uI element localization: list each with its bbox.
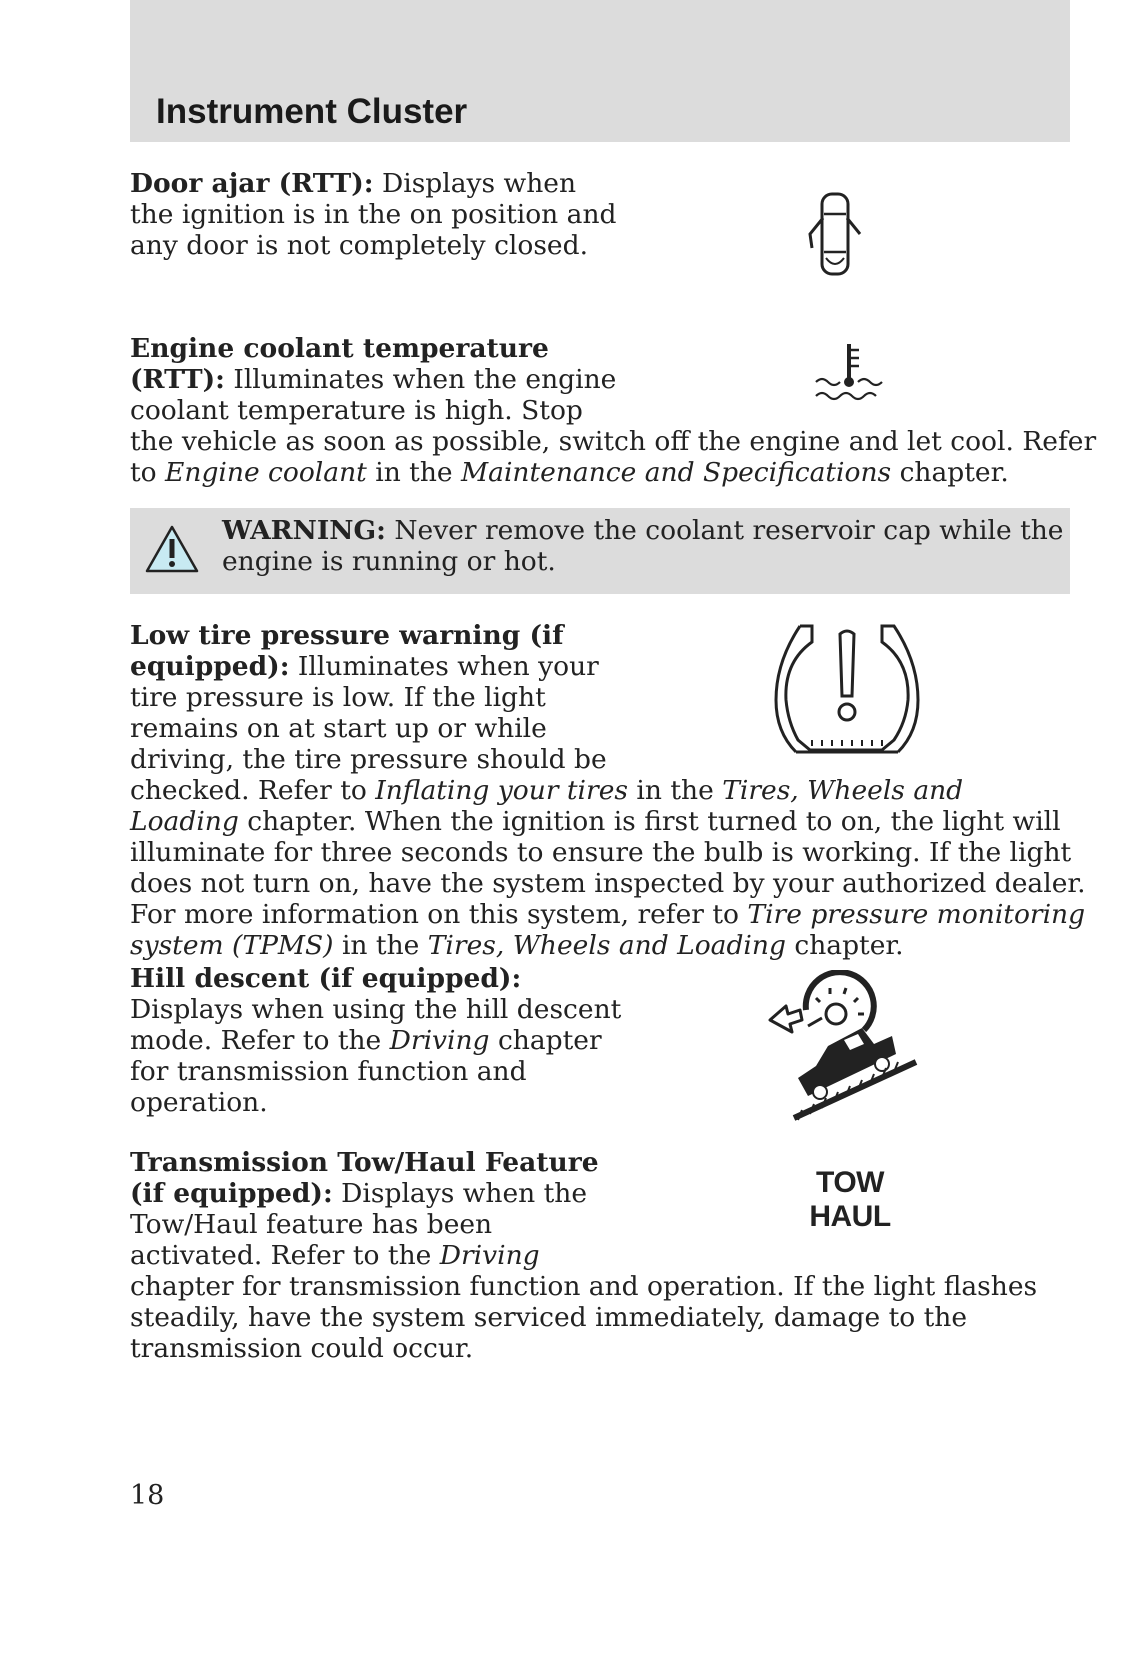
tire-line-8: illuminate for three seconds to ensure the bulb is working. If the light [130,837,1072,868]
tire-line-2 [130,651,599,682]
header-band [130,0,1070,142]
tow-label: TOW [816,1166,884,1199]
page-title: Instrument Cluster [156,92,468,131]
tow-heading [130,1147,599,1178]
tow-line-5: chapter for transmission function and operation. If the light flashes [130,1271,1038,1302]
tire-line-3: tire pressure is low. If the light [130,682,546,713]
coolant-line-2 [130,364,616,395]
warning-line-2: engine is running or hot. [222,546,556,577]
text-span: chapter. [891,457,1009,488]
text-span: Tire pressure monitoring [747,899,1086,930]
coolant-line-5 [130,457,1009,488]
text-span: chapter. [785,930,904,961]
hill-line-4: for transmission function and [130,1056,527,1087]
text-span: Engine coolant temperature [130,333,549,364]
text-span: Low tire pressure warning (if [130,620,564,651]
text-span: For more information on this system, refer to [130,899,748,930]
text-span: mode. Refer to the [130,1025,390,1056]
text-span: Illuminates when your [289,651,599,682]
door-ajar-line-3: any door is not completely closed. [130,230,589,261]
text-span: Illuminates when the engine [224,364,617,395]
hill-line-2: Displays when using the hill descent [130,994,622,1025]
text-span: to [130,457,166,488]
door-ajar-line-2: the ignition is in the on position and [130,199,617,230]
tire-heading-1 [130,620,564,651]
hill-descent-icon [766,970,926,1126]
coolant-temperature-icon [812,340,886,404]
tow-line-4 [130,1240,540,1271]
text-span: in the [627,775,723,806]
text-span: chapter. When the ignition is first turned to on, the light will [238,806,1061,837]
warning-line-1 [222,515,1063,546]
text-span: Maintenance and Specifications [461,457,892,488]
tow-line-3: Tow/Haul feature has been [130,1209,493,1240]
door-ajar-heading: Door ajar (RTT): [130,168,374,199]
tow-line-6: steadily, have the system serviced immediately, damage to the [130,1302,968,1333]
warning-text [222,515,1063,577]
hill-line-5: operation. [130,1087,268,1118]
tire-pressure-icon [772,622,922,756]
text-span: in the [333,930,428,961]
tire-line-4: remains on at start up or while [130,713,547,744]
text-span: Displays when the [332,1178,588,1209]
coolant-line-4: the vehicle as soon as possible, switch off the engine and let cool. Refer [130,426,1097,457]
text-span: Loading [130,806,239,837]
text-span: system (TPMS) [130,930,334,961]
text-span: Tires, Wheels and [722,775,964,806]
tire-line-6 [130,775,963,806]
text-span: (if equipped): [130,1178,333,1209]
text-span: (RTT): [130,364,225,395]
tow-line-7: transmission could occur. [130,1333,474,1364]
text-span: Displays when [373,168,577,199]
text-span: equipped): [130,651,290,682]
text-span: chapter [489,1025,602,1056]
text-span: Driving [389,1025,490,1056]
text-span: Driving [439,1240,540,1271]
text-span: Tires, Wheels and Loading [427,930,786,961]
warning-triangle-icon [144,524,200,574]
tire-line-9: does not turn on, have the system inspected by your authorized dealer. [130,868,1086,899]
page-number: 18 [130,1480,165,1511]
tire-line-5: driving, the tire pressure should be [130,744,607,775]
door-ajar-line-1 [130,168,576,199]
text-span: Inflating your tires [375,775,628,806]
tow-line-2 [130,1178,587,1209]
text-span: in the [366,457,462,488]
tire-line-10 [130,899,1085,930]
text-span: WARNING: [222,515,386,546]
text-span: Transmission Tow/Haul Feature [130,1147,599,1178]
door-ajar-icon [800,190,870,280]
warning-box [130,508,1070,594]
text-span: checked. Refer to [130,775,376,806]
coolant-heading [130,333,549,364]
text-span: Engine coolant [165,457,367,488]
haul-label: HAUL [809,1200,891,1233]
text-span: Hill descent (if equipped): [130,963,522,994]
tire-line-7 [130,806,1061,837]
hill-heading [130,963,521,994]
coolant-line-3: coolant temperature is high. Stop [130,395,583,426]
hill-line-3 [130,1025,602,1056]
text-span: Never remove the coolant reservoir cap while the [385,515,1064,546]
tire-line-11 [130,930,904,961]
text-span: activated. Refer to the [130,1240,440,1271]
tow-haul-indicator [800,1166,900,1234]
